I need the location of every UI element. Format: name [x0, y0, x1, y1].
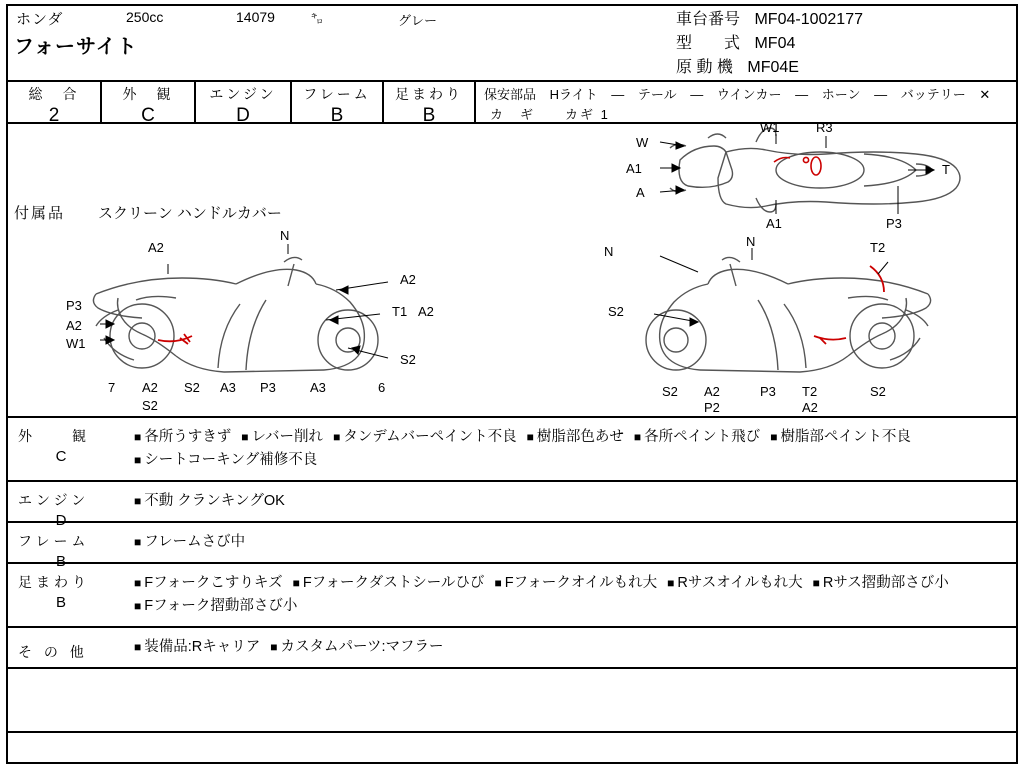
displacement: 250cc	[126, 9, 164, 25]
grade-band	[8, 80, 1016, 124]
body-color: グレー	[398, 13, 438, 28]
mileage-value: 14079	[236, 9, 275, 25]
engine-label: 原 動 機	[676, 59, 733, 76]
condition-items-exterior	[134, 418, 1016, 480]
safety-part-winker-mark: ―	[795, 87, 809, 102]
label-A3-b1: A3	[220, 380, 236, 395]
label-A2-right: A2	[400, 272, 416, 287]
condition-row-suspension	[8, 564, 1016, 628]
label-N-right2: N	[746, 234, 756, 249]
condition-grade-suspension: B	[55, 594, 66, 611]
label-S2-right-upper: S2	[608, 304, 624, 319]
engine-row	[676, 54, 799, 77]
label-A2-rb1: A2	[704, 384, 720, 399]
condition-item: ■ Rサス摺動部さび小	[812, 575, 949, 591]
condition-item: ■ 各所うすきず	[134, 429, 232, 445]
condition-item: ■ シートコーキング補修不良	[134, 452, 318, 468]
condition-label-other	[18, 642, 128, 662]
accessory-value: スクリーン ハンドルカバー	[98, 205, 282, 222]
label-A2-top: A2	[148, 240, 164, 255]
grade-value-suspension: B	[422, 105, 436, 126]
label-P2-rb: P2	[704, 400, 720, 415]
damage-diagram	[8, 124, 1016, 418]
condition-label-suspension	[18, 572, 128, 611]
condition-label-exterior-text: 外 観	[18, 428, 90, 444]
condition-item: ■ Fフォーク摺動部さび小	[134, 598, 298, 614]
condition-label-suspension-text: 足まわり	[18, 574, 90, 590]
safety-part-battery-name: バッテリー	[900, 87, 966, 102]
condition-grade-frame: B	[55, 553, 66, 570]
safety-part-tail-mark: ―	[690, 87, 704, 102]
diagram-area	[8, 124, 1016, 418]
label-S2-bottom: S2	[142, 398, 158, 413]
top-view-label-texts	[626, 124, 950, 231]
label-P3-top: P3	[886, 216, 902, 231]
grade-label-engine: エンジン	[209, 86, 277, 102]
safety-parts-line	[484, 84, 1000, 103]
grade-cell-frame	[292, 82, 384, 124]
condition-label-engine-text: エンジン	[18, 492, 90, 508]
condition-row-exterior	[8, 418, 1016, 482]
top-view-damage-marks	[774, 157, 821, 175]
condition-items-engine	[134, 482, 1016, 521]
condition-item: ■ 不動 クランキングOK	[134, 493, 285, 509]
condition-items-suspension	[134, 564, 1016, 626]
grade-cell-suspension	[384, 82, 476, 124]
grade-label-suspension: 足まわり	[395, 86, 463, 102]
condition-item: ■ タンデムバーペイント不良	[333, 429, 517, 445]
label-A: A	[636, 185, 645, 200]
label-A2-bottom: A2	[142, 380, 158, 395]
type-label: 型 式	[676, 35, 741, 52]
condition-item: ■ Fフォークダストシールひび	[292, 575, 485, 591]
grade-label-frame: フレーム	[303, 86, 371, 102]
label-W1-left: W1	[66, 336, 86, 351]
label-S2-rb1: S2	[662, 384, 678, 399]
left-view-leaders	[100, 244, 388, 358]
condition-items-other	[134, 628, 1016, 667]
safety-part-headlight-mark: ―	[611, 87, 625, 102]
left-view-label-texts	[66, 228, 434, 413]
safety-part-horn-mark: ―	[874, 87, 888, 102]
condition-item: ■ カスタムパーツ:マフラー	[270, 639, 444, 655]
safety-part-tail-name: テール	[637, 87, 677, 102]
safety-part-horn-name: ホーン	[821, 87, 861, 102]
grade-cell-engine	[196, 82, 292, 124]
condition-row-engine	[8, 482, 1016, 529]
label-A2-mid: A2	[418, 304, 434, 319]
label-P3-left: P3	[66, 298, 82, 313]
condition-item: ■ Fフォークオイルもれ大	[494, 575, 658, 591]
engine-value: MF04E	[747, 59, 799, 76]
grade-value-exterior: C	[141, 105, 155, 126]
safety-parts-title: 保安部品	[484, 87, 537, 102]
condition-row-frame	[8, 523, 1016, 570]
right-side-view-scooter	[646, 257, 931, 372]
condition-row-other	[8, 628, 1016, 669]
condition-item: ■ 各所ペイント飛び	[633, 429, 761, 445]
label-A3-b2: A3	[310, 380, 326, 395]
notes-blank-row	[8, 669, 1016, 733]
safety-part-battery-mark: ✕	[979, 87, 991, 102]
label-R3: R3	[816, 124, 833, 135]
grade-value-engine: D	[236, 105, 250, 126]
label-P3-bottom: P3	[260, 380, 276, 395]
left-view-damage-marks	[158, 334, 192, 344]
label-T1: T1	[392, 304, 408, 319]
accessory-label: 付属品	[14, 205, 66, 222]
condition-label-exterior	[18, 426, 128, 465]
mileage-unit: ㌔	[311, 12, 324, 26]
label-7: 7	[108, 380, 116, 395]
chassis-number-value: MF04-1002177	[754, 11, 863, 28]
grade-value-overall: 2	[48, 105, 60, 126]
label-A1-left: A1	[626, 161, 642, 176]
header	[8, 6, 1016, 78]
label-T: T	[942, 162, 950, 177]
condition-item: ■ 樹脂部ペイント不良	[770, 429, 911, 445]
condition-table	[8, 418, 1016, 733]
label-S2-b2: S2	[184, 380, 200, 395]
key-line: カ ギ カギ 1	[490, 107, 610, 122]
chassis-number-label: 車台番号	[676, 11, 741, 28]
left-side-view-scooter	[93, 257, 378, 372]
label-T2-rb: T2	[802, 384, 818, 399]
label-S2-right: S2	[400, 352, 416, 367]
label-N-right1: N	[604, 244, 614, 259]
condition-item: ■ 樹脂部色あせ	[526, 429, 624, 445]
label-S2-rb2: S2	[870, 384, 886, 399]
grade-cell-exterior	[102, 82, 196, 124]
right-view-leaders	[654, 248, 888, 326]
label-A1-bottom: A1	[766, 216, 782, 231]
safety-parts-box	[476, 82, 1016, 124]
grade-label-exterior: 外 観	[122, 86, 174, 102]
condition-label-frame-text: フレーム	[18, 533, 90, 549]
type-row	[676, 30, 795, 53]
condition-label-other-text: そ の 他	[18, 644, 88, 660]
safety-part-headlight-name: Hライト	[549, 87, 598, 102]
condition-item: ■ 装備品:Rキャリア	[134, 639, 261, 655]
label-T2-right: T2	[870, 240, 886, 255]
condition-item: ■ Fフォークこすりキズ	[134, 575, 283, 591]
label-A2-rb2: A2	[802, 400, 818, 415]
label-6: 6	[378, 380, 386, 395]
grade-label-overall: 総 合	[28, 86, 80, 102]
maker-name: ホンダ	[16, 11, 64, 28]
condition-item: ■ フレームさび中	[134, 534, 246, 550]
condition-grade-exterior: C	[55, 448, 67, 465]
grade-value-frame: B	[330, 105, 344, 126]
label-N-left: N	[280, 228, 290, 243]
label-W: W	[636, 135, 649, 150]
header-left	[8, 6, 648, 78]
right-view-label-texts	[604, 234, 886, 415]
grade-cell-overall	[8, 82, 102, 124]
safety-part-winker-name: ウインカー	[716, 87, 782, 102]
label-W1: W1	[760, 124, 780, 135]
condition-item: ■ レバー削れ	[241, 429, 324, 445]
chassis-number-row	[676, 6, 863, 29]
model-name: フォーサイト	[14, 36, 138, 58]
label-A2-left: A2	[66, 318, 82, 333]
label-P3-rb: P3	[760, 384, 776, 399]
condition-items-frame	[134, 523, 1016, 562]
condition-grade-engine: D	[55, 512, 67, 529]
condition-item: ■ Rサスオイルもれ大	[667, 575, 803, 591]
header-right	[658, 6, 1018, 78]
type-value: MF04	[754, 35, 796, 52]
